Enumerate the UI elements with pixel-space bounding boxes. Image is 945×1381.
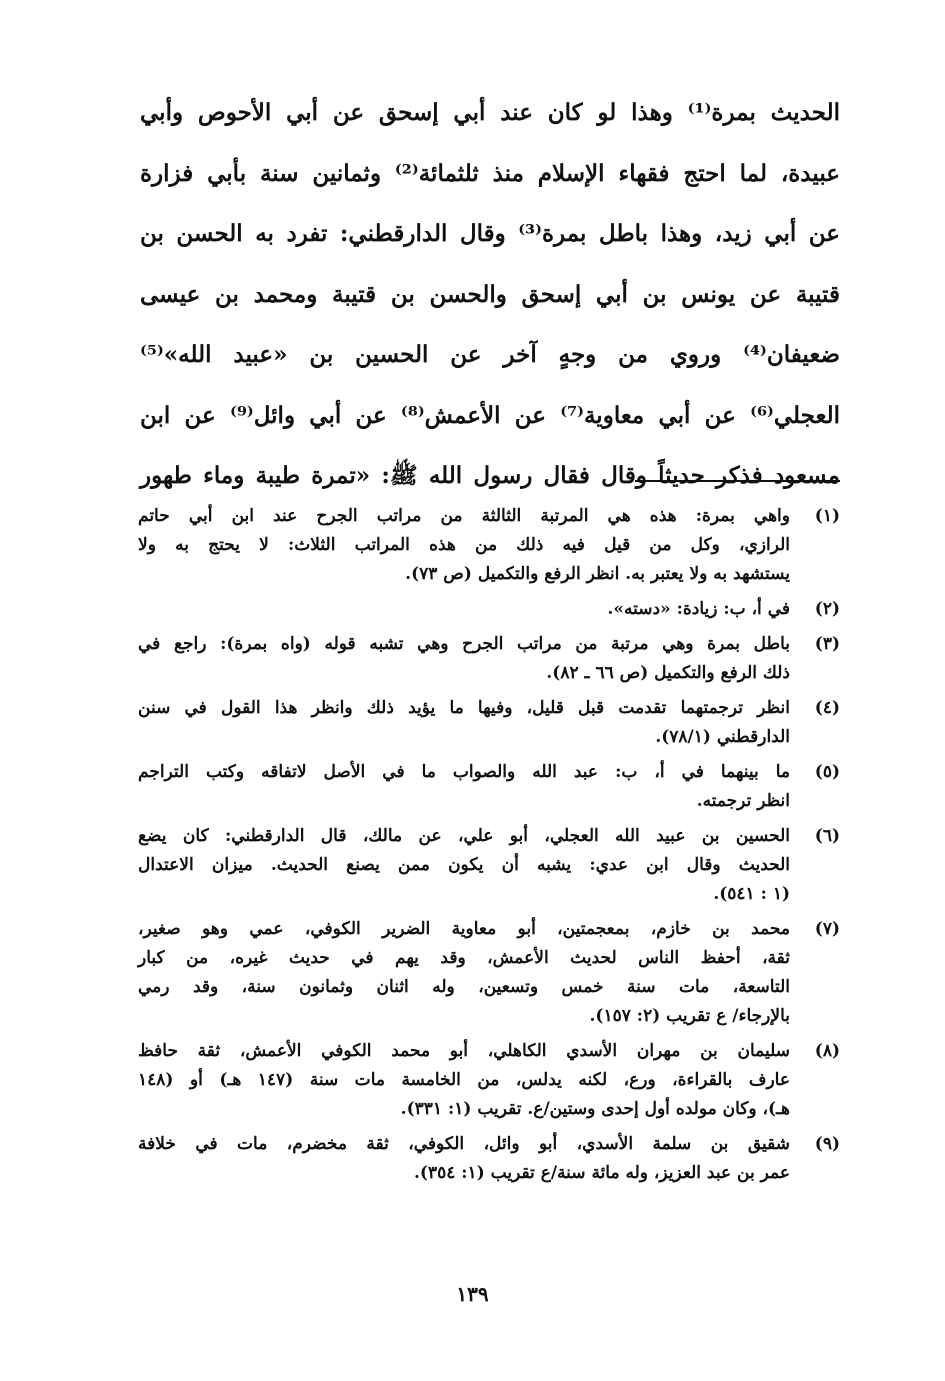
footnote-text [138, 1130, 790, 1188]
main-text-line: الحديث بمرة⁽¹⁾ وهذا لو كان عند أبي إسحق عن أبي الأحوص وأبي [140, 99, 840, 126]
footnote-number: (٤) [814, 698, 840, 718]
footnote-line: سليمان بن مهران الأسدي الكاهلي، أبو محمد الكوفي الأعمش، ثقة حافظ [138, 1041, 790, 1061]
footnote-line: يستشهد به ولا يعتبر به. انظر الرفع والتكميل (ص ٧٣). [405, 564, 790, 584]
footnote-line: الحسين بن عبيد الله العجلي، أبو علي، عن مالك، قال الدارقطني: كان يضع [138, 826, 790, 846]
footnote-line: شقيق بن سلمة الأسدي، أبو وائل، الكوفي، ثقة مخضرم، مات في خلافة [138, 1134, 790, 1154]
main-text-line: ضعيفان⁽⁴⁾ وروي من وجهٍ آخر عن الحسين بن «عبيد الله»⁽⁵⁾ [140, 341, 840, 368]
footnote-line: الحديث وقال ابن عدي: يشبه أن يكون ممن يصنع الحديث. ميزان الاعتدال [138, 855, 790, 875]
footnote-text [138, 630, 790, 688]
footnote-number: (٣) [814, 634, 840, 654]
footnote-line: الدارقطني (٧٨/١). [655, 727, 790, 747]
footnote-number: (٨) [814, 1041, 840, 1061]
footnote-text [138, 694, 790, 752]
main-text-line: قتيبة عن يونس بن أبي إسحق والحسن بن قتيبة ومحمد بن عيسى [140, 280, 840, 308]
footnote-line: ثقة، أحفظ الناس لحديث الأعمش، وقد يهم في حديث غيره، من كبار [138, 948, 790, 968]
footnote [138, 915, 840, 1031]
footnote-line: ذلك الرفع والتكميل (ص ٦٦ ـ ٨٢). [546, 663, 790, 683]
main-text-line: عن أبي زيد، وهذا باطل بمرة⁽³⁾ وقال الدارقطني: تفرد به الحسن بن [140, 220, 840, 247]
footnote-number: (٢) [814, 599, 840, 619]
footnote-line: باطل بمرة وهي مرتبة من مراتب الجرح وهي تشبه قوله (واه بمرة): راجع في [138, 634, 790, 654]
footnote-line: محمد بن خازم، بمعجمتين، أبو معاوية الضرير الكوفي، عمي وهو صغير، [138, 919, 790, 939]
footnote-separator [635, 480, 840, 482]
footnote-line: انظر ترجمته. [696, 791, 790, 811]
footnote [138, 822, 840, 909]
main-text-line: العجلي⁽⁶⁾ عن أبي معاوية⁽⁷⁾ عن الأعمش⁽⁸⁾ عن أبي وائل⁽⁹⁾ عن ابن [140, 401, 840, 429]
footnote-line: بالإرجاء/ ع تقريب (٢: ١٥٧). [589, 1006, 790, 1026]
footnote-line: انظر ترجمتهما تقدمت قبل قليل، وفيها ما يؤيد ذلك وانظر هذا القول في سنن [138, 698, 790, 718]
main-text [140, 100, 840, 489]
footnote-line: هـ)، وكان مولده أول إحدى وستين/ع. تقريب (١: ٣٣١). [400, 1099, 790, 1119]
footnote-line: (١ : ٥٤١). [713, 884, 790, 904]
footnote [138, 758, 840, 816]
footnote-line: عارف بالقراءة، ورع، لكنه يدلس، من الخامسة مات سنة (١٤٧ هـ) أو (١٤٨ [138, 1070, 790, 1090]
footnote-line: في أ، ب: زيادة: «دسته». [607, 599, 790, 619]
footnote-number: (٩) [814, 1134, 840, 1154]
footnote-line: الرازي، وكل من قيل فيه ذلك من هذه المراتب الثلاث: لا يحتج به ولا [138, 535, 790, 555]
footnote [138, 595, 840, 624]
footnote-text [138, 915, 790, 1031]
footnote [138, 1037, 840, 1124]
footnote-text [138, 1037, 790, 1124]
footnote [138, 694, 840, 752]
footnote [138, 630, 840, 688]
footnote-text [138, 595, 790, 624]
footnotes [138, 502, 840, 1194]
page-number: ١٣٩ [456, 1282, 489, 1306]
footnote-line: التاسعة، مات سنة خمس وتسعين، وله اثنان وثمانون سنة، وقد رمي [138, 977, 790, 997]
footnote-number: (٥) [814, 762, 840, 782]
footnote [138, 502, 840, 589]
footnote-number: (٧) [814, 919, 840, 939]
footnote-number: (١) [814, 506, 840, 526]
footnote-text [138, 822, 790, 909]
footnote-line: واهي بمرة: هذه هي المرتبة الثالثة من مراتب الجرح عند ابن أبي حاتم [138, 506, 790, 526]
footnote-text [138, 758, 790, 816]
footnote-number: (٦) [814, 826, 840, 846]
footnote [138, 1130, 840, 1188]
footnote-line: ما بينهما في أ، ب: عبد الله والصواب ما في الأصل لاتفاقه وكتب التراجم [138, 762, 790, 782]
footnote-text [138, 502, 790, 589]
main-text-line: عبيدة، لما احتج فقهاء الإسلام منذ ثلثمائة⁽²⁾ وثمانين سنة بأبي فزارة [140, 159, 840, 187]
footnote-line: عمر بن عبد العزيز، وله مائة سنة/ع تقريب (١: ٣٥٤). [413, 1163, 790, 1183]
main-text-line: مسعود فذكر حديثاً وقال فقال رسول الله ﷺ: «تمرة طيبة وماء طهور [140, 462, 840, 489]
